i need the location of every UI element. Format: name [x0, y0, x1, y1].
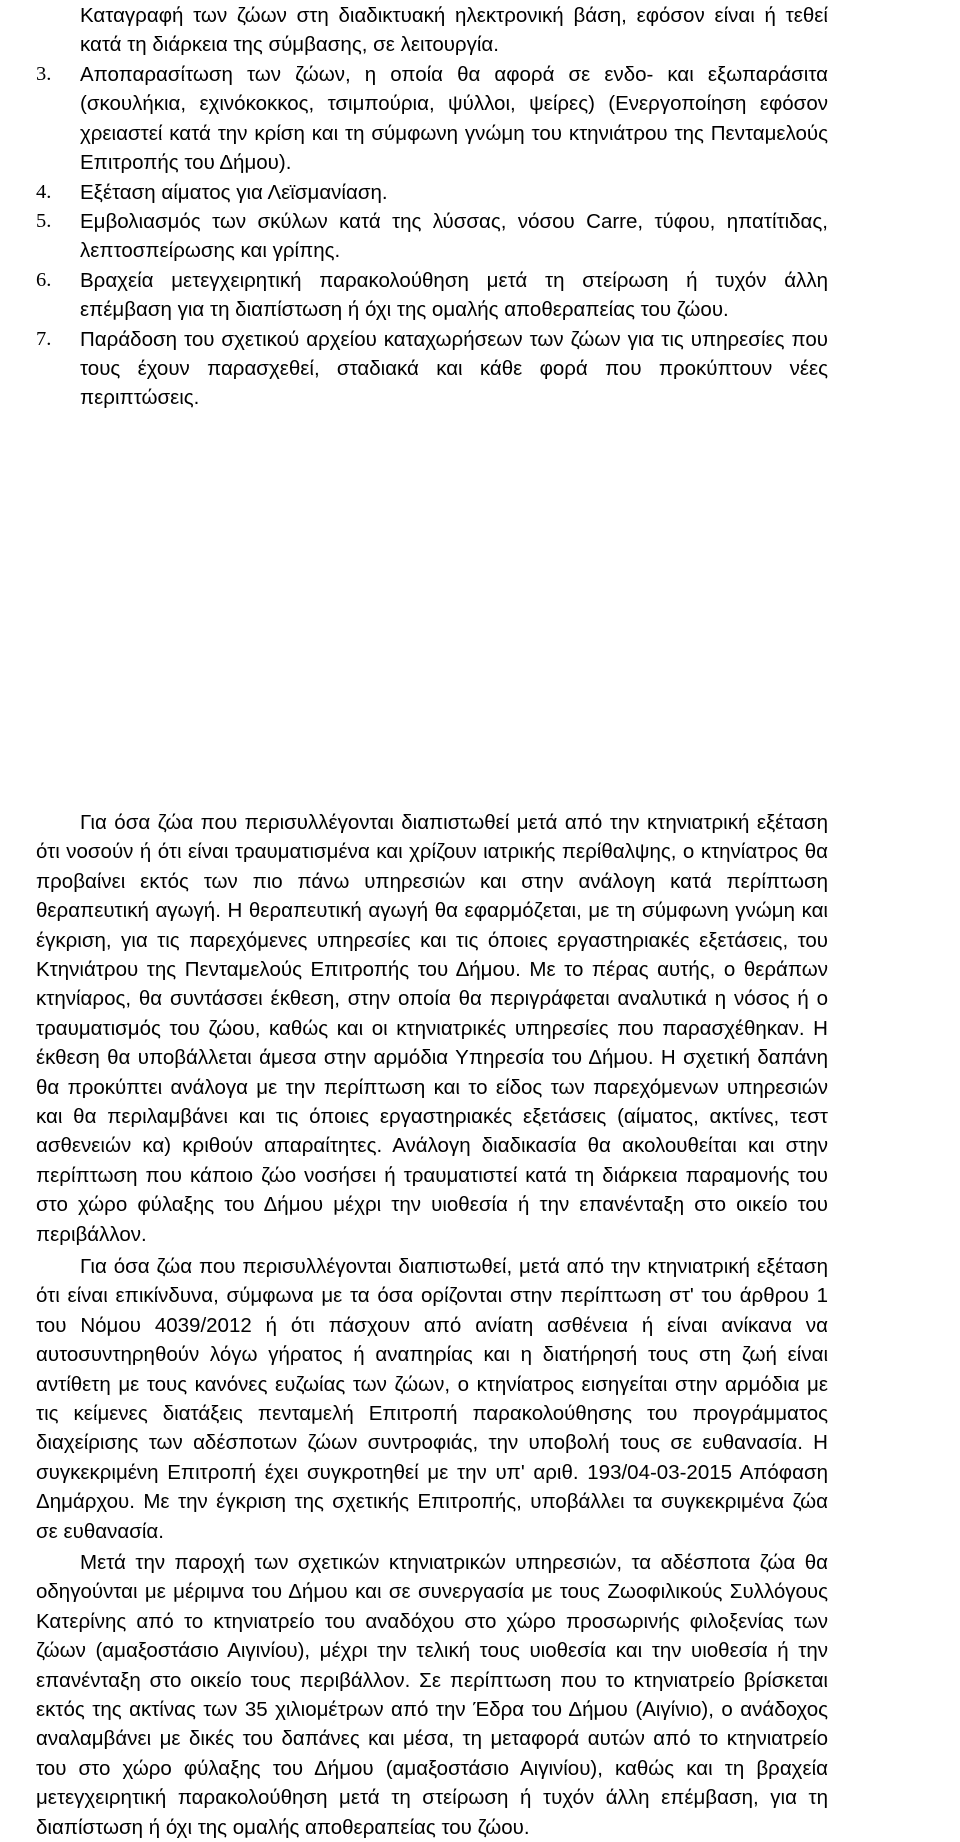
- list-item-text: Παράδοση του σχετικού αρχείου καταχωρήσεων των ζώων για τις υπηρεσίες που τους έχουν παρασχεθεί, σταδιακά και κάθε φορά που προκύπτουν νέες περιπτώσεις.: [80, 327, 828, 410]
- list-item-number: 3.: [36, 63, 52, 85]
- list-item: [36, 266, 828, 325]
- list-item-number: 4.: [36, 180, 52, 203]
- list-item-number: 7.: [36, 327, 52, 350]
- list-item: [36, 207, 828, 266]
- list-item-number: 6.: [36, 268, 52, 291]
- list-item-text: Εξέταση αίματος για Λεϊσμανίαση.: [80, 180, 388, 204]
- body-paragraph: Για όσα ζώα που περισυλλέγονται διαπιστωθεί, μετά από την κτηνιατρική εξέταση ότι είναι επικίνδυνα, σύμφωνα με τα όσα ορίζονται στην περίπτωση στ' του άρθρου 1 του Νόμου 4039/2012 ή ότι πάσχουν από ανίατη ασθένεια ή είναι ανίκανα να αυτοσυντηρηθούν λόγω γήρατος ή αναπηρίας και η διατήρησή τους στη ζωή είναι αντίθετη με τους κανόνες ευζωίας των ζώων, ο κτηνίατρος εισηγείται στην αρμόδια με τις κείμενες διατάξεις πενταμελή Επιτροπή παρακολούθησης του προγράμματος διαχείρισης των αδέσποτων ζώων συντροφιάς, την υποβολή τους σε ευθανασία. Η συγκεκριμένη Επιτροπή έχει συγκροτηθεί με την υπ' αριθ. 193/04-03-2015 Απόφαση Δημάρχου. Με την έγκριση της σχετικής Επιτροπής, υποβάλλει τα συγκεκριμένα ζώα σε ευθανασία.: [36, 1255, 828, 1543]
- list-continuation-text: Καταγραφή των ζώων στη διαδικτυακή ηλεκτρονική βάση, εφόσον είναι ή τεθεί κατά τη διάρκεια της σύμβασης, σε λειτουργία.: [80, 4, 828, 57]
- list-item: [36, 325, 828, 413]
- list-item-text: Αποπαρασίτωση των ζώων, η οποία θα αφορά σε ενδο- και εξωπαράσιτα (σκουλήκια, εχινόκοκκος, τσιμπούρια, ψύλλοι, ψείρες) (Ενεργοποίηση εφόσον χρειαστεί κατά την κρίση και τη σύμφωνη γνώμη του κτηνιάτρου της Πενταμελούς Επιτροπής του Δήμου).: [80, 63, 828, 175]
- body-paragraph: Μετά την παροχή των σχετικών κτηνιατρικών υπηρεσιών, τα αδέσποτα ζώα θα οδηγούνται με μέριμνα του Δήμου και σε συνεργασία με τους Ζωοφιλικούς Συλλόγους Κατερίνης από το κτηνιατρείο του αναδόχου στο χώρο προσωρινής φιλοξενίας των ζώων (αμαξοστάσιο Αιγινίου), μέχρι την τελική τους υιοθεσία και την υιοθεσία ή την επανένταξη στο οικείο τους περιβάλλον. Σε περίπτωση που το κτηνιατρείο βρίσκεται εκτός της ακτίνας των 35 χιλιομέτρων από την Έδρα του Δήμου (Αιγίνιο), ο ανάδοχος αναλαμβάνει με δικές του δαπάνες και μέσα, τη μεταφορά αυτών από το κτηνιατρείο του στο χώρο φύλαξης του Δήμου (αμαξοστάσιο Αιγινίου), καθώς και τη βραχεία μετεγχειρητική παρακολούθηση μετά τη στείρωση ή τυχόν άλλη επέμβαση, για τη διαπίστωση ή όχι της ομαλής αποθεραπείας του ζώου.: [36, 1551, 828, 1839]
- list-item: [36, 178, 828, 207]
- list-item-number: 5.: [36, 210, 52, 233]
- list-item-text: Βραχεία μετεγχειρητική παρακολούθηση μετά τη στείρωση ή τυχόν άλλη επέμβαση για τη διαπίστωση ή όχι της ομαλής αποθεραπείας του ζώου.: [80, 268, 828, 322]
- numbered-list: [36, 60, 828, 413]
- list-item-text: Εμβολιασμός των σκύλων κατά της λύσσας, νόσου Carre, τύφου, ηπατίτιδας, λεπτοσπείρωσης και γρίπης.: [80, 210, 828, 263]
- body-paragraph: Για όσα ζώα που περισυλλέγονται διαπιστωθεί μετά από την κτηνιατρική εξέταση ότι νοσούν ή ότι είναι τραυματισμένα και χρίζουν ιατρικής περίθαλψης, ο κτηνίατρος θα προβαίνει εκτός των πιο πάνω υπηρεσιών και στην ανάλογη κατά περίπτωση θεραπευτική αγωγή. Η θεραπευτική αγωγή θα εφαρμόζεται, με τη σύμφωνη γνώμη και έγκριση, για τις παρεχόμενες υπηρεσίες και τις όποιες εργαστηριακές εξετάσεις, του Κτηνιάτρου της Πενταμελούς Επιτροπής του Δήμου. Με το πέρας αυτής, ο θεράπων κτηνίαρος, θα συντάσσει έκθεση, στην οποία θα περιγράφεται αναλυτικά η νόσος ή ο τραυματισμός του ζώου, καθώς και οι κτηνιατρικές υπηρεσίες που παρασχέθηκαν. Η έκθεση θα υποβάλλεται άμεσα στην αρμόδια Υπηρεσία του Δήμου. Η σχετική δαπάνη θα προκύπτει ανάλογα με την περίπτωση και το είδος των παρεχόμενων υπηρεσιών και θα περιλαμβάνει και τις όποιες εργαστηριακές εξετάσεις (αίματος, ακτίνες, τεστ ασθενειών κα) κριθούν απαραίτητες. Ανάλογη διαδικασία θα ακολουθείται και στην περίπτωση που κάποιο ζώο νοσήσει ή τραυματιστεί κατά τη διάρκεια παραμονής του στο χώρο φύλαξης του Δήμου μέχρι την υιοθεσία ή την επανένταξη στο οικείο του περιβάλλον.: [36, 811, 828, 1246]
- list-item: [36, 60, 828, 178]
